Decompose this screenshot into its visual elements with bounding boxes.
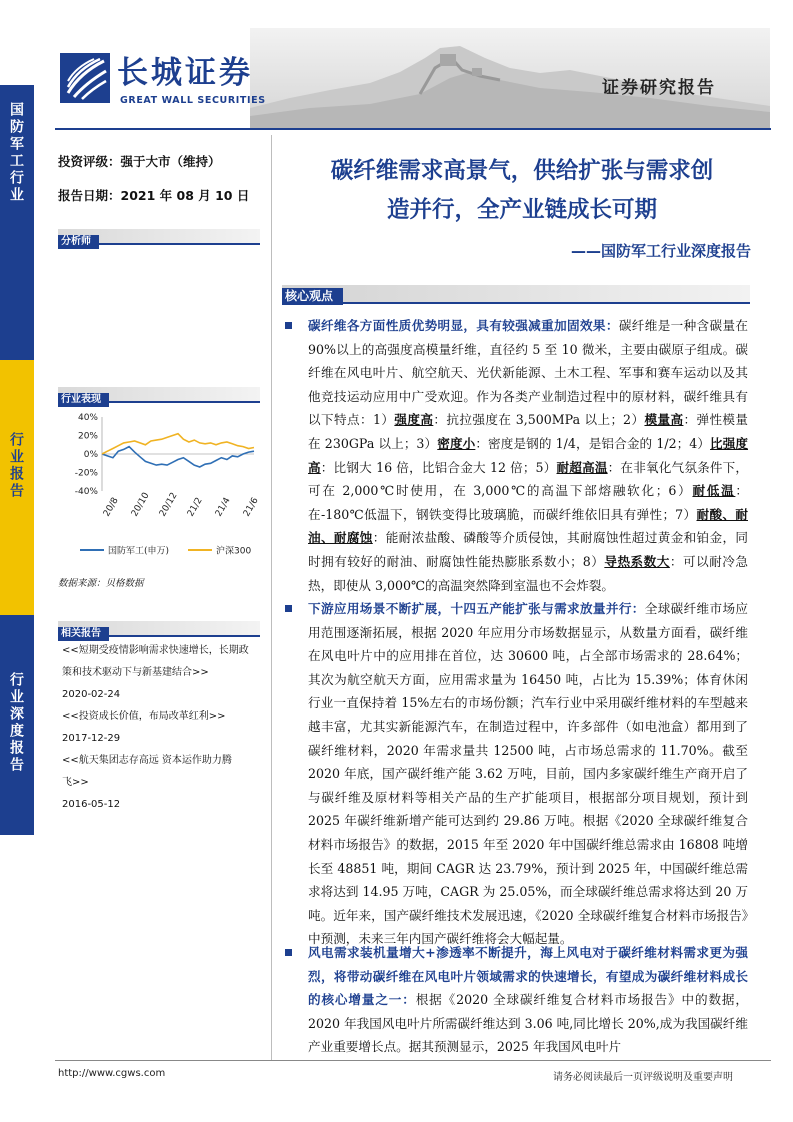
core-label: 核心观点 — [282, 288, 343, 305]
sidebar-label-industry: 国防军工行业 — [8, 102, 24, 204]
x-tick-label: 20/10 — [129, 491, 152, 519]
legend-label-1: 国防军工(申万) — [108, 546, 170, 557]
core-point-3: 风电需求装机量增大+渗透率不断提升，海上风电对于碳纤维材料需求更为强烈，将带动碳纤维在风电叶片领域需求的快速增长，有望成为碳纤维材料成长的核心增量之一：根据《2020 全球碳纤维复合材料市场报告》中的数据，2020 年我国风电叶片所需碳纤维达到 3.06 吨,同比增长 20%,成为我国碳纤维产业重要增长点。据其预测显示，2025 年我国风电叶片 — [308, 945, 748, 1055]
sidebar-label-report: 行业报告 — [8, 432, 24, 500]
related-report-3[interactable]: <<航天集团志存高远 资本运作助力腾 飞>> — [62, 755, 232, 788]
performance-chart — [58, 405, 262, 570]
bullet-icon — [285, 322, 292, 329]
core-point-keyword: 耐酸、耐油、耐腐蚀 — [308, 506, 748, 546]
series-line-1 — [102, 447, 254, 467]
bullet-icon — [285, 949, 292, 956]
core-point-keyword: 耐超高温 — [556, 459, 608, 475]
source-note: 数据来源：贝格数据 — [58, 578, 144, 589]
core-point-keyword: 导热系数大 — [604, 553, 670, 569]
x-tick-label: 21/6 — [241, 495, 261, 519]
core-point-lead: 下游应用场景不断扩展，十四五产能扩张与需求放量并行： — [308, 601, 645, 616]
core-point-keyword: 密度小 — [437, 435, 476, 451]
y-tick-label: 0% — [83, 450, 98, 460]
core-point-lead: 风电需求装机量增大+渗透率不断提升，海上风电对于碳纤维材料需求更为强烈，将带动碳纤维在风电叶片领域需求的快速增长，有望成为碳纤维材料成长的核心增量之一： — [308, 945, 748, 1008]
core-point-1: 碳纤维各方面性质优势明显，具有较强减重加固效果：碳纤维是一种含碳量在90%以上的高强度高模量纤维，直径约 5 至 10 微米，主要由碳原子组成。碳纤维在风电叶片、航空航天、光伏新能源、土木工程、军事和赛车运动以及其他竞技运动应用中广受欢迎。作为各类产业制造过程中的原材料，碳纤维具有以下特点：1）强度高：抗拉强度在 3,500MPa 以上；2）模量高：弹性模量在 230GPa 以上；3）密度小：密度是钢的 1/4，是铝合金的 1/2；4）比强度高：比钢大 16 倍，比铝合金大 12 倍；5）耐超高温：在非氧化气氛条件下，可在 2,000℃时使用，在 3,000℃的高温下部熔融软化；6）耐低温：在-180℃低温下，钢铁变得比玻璃脆，而碳纤维依旧具有弹性；7）耐酸、耐油、耐腐蚀：能耐浓盐酸、磷酸等介质侵蚀，其耐腐蚀性超过黄金和铂金，同时拥有较好的耐油、耐腐蚀性能热膨胀系数小；8）导热系数大：可以耐冷急热，即使从 3,000℃的高温突然降到室温也不会炸裂。 — [308, 318, 749, 593]
core-point-lead: 碳纤维各方面性质优势明显，具有较强减重加固效果： — [308, 318, 619, 333]
core-point-keyword: 比强度高 — [308, 435, 749, 475]
x-tick-label: 21/4 — [213, 495, 233, 519]
y-tick-label: -20% — [74, 468, 98, 479]
core-point-keyword: 模量高 — [644, 412, 684, 428]
legend-label-2: 沪深300 — [216, 546, 252, 557]
related-label: 相关报告 — [58, 627, 109, 641]
header-rule — [55, 128, 771, 130]
analyst-section-bar — [58, 229, 260, 245]
title-line-2: 造并行，全产业链成长可期 — [386, 197, 657, 223]
subtitle: ——国防军工行业深度报告 — [570, 242, 751, 260]
report-type: 证券研究报告 — [602, 78, 716, 98]
x-tick-label: 21/2 — [185, 495, 205, 519]
logo-mark — [60, 53, 110, 103]
core-point-2: 下游应用场景不断扩展，十四五产能扩张与需求放量并行：全球碳纤维市场应用范围逐渐拓展，根据 2020 年应用分市场数据显示，从数量方面看，碳纤维在风电叶片中的应用排在首位，达 30600 吨，占全部市场需求的 28.64%；其次为航空航天方面，应用需求量为 16450 吨，占比为 15.39%；体育休闲行业一直保持着 15%左右的市场份额；汽车行业中采用碳纤维材料的车型越来越丰富，尤其实新能源汽车，在制造过程中，许多部件（如电池盒）都用到了碳纤维材料，2020 年需求量共 12500 吨，占市场总需求的 11.70%。截至 2020 年底，国产碳纤维产能 3.62 万吨，目前，国内多家碳纤维生产商开启了与碳纤维及原材料等相关产品的生产扩能项目，根据部分项目规划，预计到 2025 年碳纤维新增产能可达到约 29.86 万吨。根据《2020 全球碳纤维复合材料市场报告》的数据，2015 年至 2020 年中国碳纤维总需求由 16808 吨增长至 48851 吨，期间 CAGR 达 23.79%，预计到 2025 年，中国碳纤维总需求将达到 14.95 万吨，CAGR 为 25.05%，而全球碳纤维总需求将达到 20 万吨。近年来，国产碳纤维技术发展迅速，《2020 全球碳纤维复合材料市场报告》中预测，未来三年内国产碳纤维将会大幅起量。 — [308, 601, 749, 947]
bullet-icon — [285, 605, 292, 612]
footer-disclaimer: 请务必阅读最后一页评级说明及重要声明 — [553, 1072, 733, 1083]
performance-label: 行业表现 — [58, 393, 109, 407]
related-reports — [62, 640, 257, 816]
title-line-1: 碳纤维需求高景气，供给扩张与需求创 — [330, 158, 714, 184]
logo-english: GREAT WALL SECURITIES — [120, 95, 266, 106]
related-report-2[interactable]: <<投资成长价值，布局改革红利>> — [62, 711, 226, 722]
y-tick-label: 20% — [77, 431, 98, 442]
y-tick-label: 40% — [77, 413, 98, 423]
logo-chinese: 长城证券 — [117, 55, 253, 91]
report-date: 报告日期：2021 年 08 月 10 日 — [58, 188, 250, 203]
related-section-bar — [58, 621, 260, 637]
related-report-3-date: 2016-05-12 — [62, 799, 121, 810]
logo-icon — [60, 53, 110, 103]
core-point-keyword: 强度高 — [394, 412, 434, 428]
related-report-1-date: 2020-02-24 — [62, 689, 121, 700]
core-point-keyword: 耐低温 — [692, 483, 736, 499]
related-report-1[interactable]: <<短期受疫情影响需求快速增长，长期政 策和技术驱动下与新基建结合>> — [62, 645, 249, 678]
sidebar-label-deep: 行业深度报告 — [8, 672, 24, 774]
performance-chart-svg — [58, 405, 262, 570]
x-tick-label: 20/8 — [101, 495, 121, 519]
investment-rating: 投资评级：强于大市（维持） — [58, 154, 221, 169]
footer-url[interactable]: http://www.cgws.com — [58, 1068, 166, 1079]
core-section-bar — [282, 285, 750, 304]
x-tick-label: 20/12 — [157, 491, 180, 519]
performance-section-bar — [58, 387, 260, 403]
analyst-label: 分析师 — [58, 235, 99, 249]
y-tick-label: -40% — [74, 487, 98, 497]
column-divider — [271, 135, 272, 1060]
footer-rule — [55, 1060, 771, 1061]
series-line-2 — [102, 434, 254, 454]
related-report-2-date: 2017-12-29 — [62, 733, 121, 744]
